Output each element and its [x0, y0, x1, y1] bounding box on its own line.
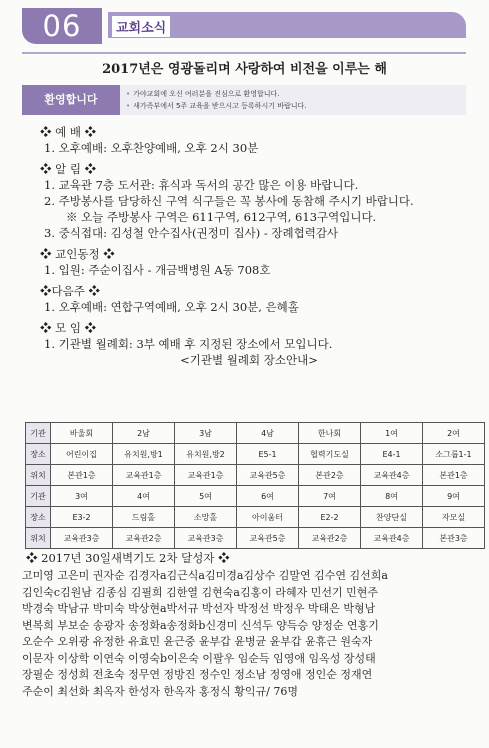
next-week-line: 1. 오후예배: 연합구역예배, 오후 2시 30분, 은혜홀: [44, 300, 299, 314]
table-cell: 소그룹1-1: [423, 444, 485, 465]
table-cell: 3여: [51, 486, 113, 507]
notice-line: 2. 주방봉사를 담당하신 구역 식구들은 꼭 봉사에 동참해 주시기 바랍니다.: [44, 194, 414, 208]
names-line: 김인숙c김원남 김종심 김필희 김한열 김현숙a김홍이 라혜자 민선기 민현주: [22, 585, 378, 599]
table-cell: 드림홀: [113, 507, 175, 528]
notice-heading: ❖ 알 림 ❖: [40, 162, 97, 176]
table-cell: 교육관5층: [237, 465, 299, 486]
row-label: 장소: [26, 507, 51, 528]
table-cell: 아이움터: [237, 507, 299, 528]
notice-note: ※ 오늘 주방봉사 구역은 611구역, 612구역, 613구역입니다.: [66, 210, 377, 224]
section-header: [22, 8, 466, 44]
table-cell: 교육관5층: [237, 528, 299, 549]
table-cell: 8여: [361, 486, 423, 507]
table-cell: 교육관2층: [113, 528, 175, 549]
names-line: 이문자 이상학 이연숙 이영숙b이은숙 이팔우 임순득 임영애 임옥성 장성태: [22, 651, 376, 665]
prayer-heading: ❖ 2017년 30일새벽기도 2차 달성자 ❖: [26, 551, 230, 565]
table-cell: 본관1층: [423, 465, 485, 486]
notice-line: 1. 교육관 7층 도서관: 휴식과 독서의 공간 많은 이용 바랍니다.: [44, 178, 359, 192]
table-row: [26, 423, 485, 444]
member-line: 1. 입원: 주순이집사 - 개금백병원 A동 708호: [44, 263, 271, 277]
meeting-location-table: [25, 422, 485, 549]
worship-heading: ❖ 예 배 ❖: [40, 125, 97, 139]
row-label: 기관: [26, 423, 51, 444]
table-cell: 교육관3층: [51, 528, 113, 549]
table-cell: 3남: [175, 423, 237, 444]
announcements: [24, 124, 474, 368]
welcome-list: [126, 88, 306, 112]
table-cell: 찬양단실: [361, 507, 423, 528]
table-cell: 7여: [299, 486, 361, 507]
table-cell: 한나회: [299, 423, 361, 444]
row-label: 장소: [26, 444, 51, 465]
table-cell: 5여: [175, 486, 237, 507]
table-cell: 자모실: [423, 507, 485, 528]
table-cell: 본관2층: [299, 465, 361, 486]
table-cell: 유치원,방2: [175, 444, 237, 465]
welcome-item: • 가야교회에 오신 여러분을 진심으로 환영합니다.: [126, 90, 280, 98]
names-line: 오순수 오위광 유정한 유효민 윤근중 윤부갑 윤병균 윤부갑 윤휴근 원숙자: [22, 635, 373, 648]
table-cell: 2여: [423, 423, 485, 444]
header-divider: [22, 52, 466, 54]
table-cell: 교육관2층: [299, 528, 361, 549]
notice-line: 3. 중식접대: 김성철 안수집사(권정미 집사) - 장례협력감사: [44, 226, 339, 240]
table-cell: 본관3층: [423, 528, 485, 549]
table-cell: 본관1층: [51, 465, 113, 486]
table-cell: 협력기도실: [299, 444, 361, 465]
table-row: [26, 465, 485, 486]
table-cell: E5-1: [237, 444, 299, 465]
table-row: [26, 444, 485, 465]
table-cell: 바울회: [51, 423, 113, 444]
row-label: 위치: [26, 528, 51, 549]
table-cell: E4-1: [361, 444, 423, 465]
welcome-box: [22, 85, 466, 115]
table-cell: 교육관4층: [361, 465, 423, 486]
bullet-icon: •: [126, 90, 131, 98]
table-cell: 교육관1층: [113, 465, 175, 486]
bullet-icon: •: [126, 102, 131, 110]
table-cell: 소망홀: [175, 507, 237, 528]
table-row: [26, 486, 485, 507]
table-cell: E3-2: [51, 507, 113, 528]
table-cell: 1여: [361, 423, 423, 444]
table-cell: 유치원,방1: [113, 444, 175, 465]
table-row: [26, 507, 485, 528]
worship-line: 1. 오후예배: 오후찬양예배, 오후 2시 30분: [44, 141, 259, 155]
table-cell: 어린이집: [51, 444, 113, 465]
section-title: 교회소식: [112, 16, 170, 37]
welcome-item: • 새가족부에서 5주 교육을 받으시고 등록하시기 바랍니다.: [126, 102, 307, 110]
year-motto: 2017년은 영광돌리며 사랑하여 비전을 이루는 해: [102, 62, 387, 77]
row-label: 기관: [26, 486, 51, 507]
row-label: 위치: [26, 465, 51, 486]
section-number: 06: [22, 8, 102, 44]
meeting-heading: ❖ 모 임 ❖: [40, 321, 97, 335]
table-cell: 4남: [237, 423, 299, 444]
table-cell: 2남: [113, 423, 175, 444]
member-heading: ❖ 교인동정 ❖: [40, 247, 115, 261]
names-line: 고미영 고은미 권자순 김경자a김근식a김미경a김상수 김말연 김수연 김선희a: [22, 569, 388, 582]
names-line: 장필순 정성희 전초숙 정무연 정방진 정수인 정소남 정영애 정인순 정재연: [22, 668, 373, 681]
table-cell: E2-2: [299, 507, 361, 528]
table-cell: 교육관1층: [175, 465, 237, 486]
welcome-tag: 환영합니다: [22, 85, 120, 115]
table-row: [26, 528, 485, 549]
names-line: 변복희 부보순 송광자 송정화a송정화b신경미 신석두 양득승 양정순 연홍기: [22, 618, 379, 632]
meeting-table-caption: <기관별 월례회 장소안내>: [180, 353, 318, 367]
table-cell: 6여: [237, 486, 299, 507]
meeting-line: 1. 기관별 월례회: 3부 예배 후 지정된 장소에서 모입니다.: [44, 337, 333, 351]
next-week-heading: ❖다음주 ❖: [40, 284, 100, 298]
table-cell: 4여: [113, 486, 175, 507]
table-cell: 교육관4층: [361, 528, 423, 549]
names-line: 박경숙 박남규 박미숙 박상현a박서규 박선자 박정선 박정우 박태은 박형남: [22, 602, 376, 615]
prayer-names: [22, 568, 472, 700]
names-line: 주순이 최선화 최옥자 한성자 한옥자 홍정식 황익규/ 76명: [22, 684, 298, 698]
table-cell: 교육관3층: [175, 528, 237, 549]
table-cell: 9여: [423, 486, 485, 507]
